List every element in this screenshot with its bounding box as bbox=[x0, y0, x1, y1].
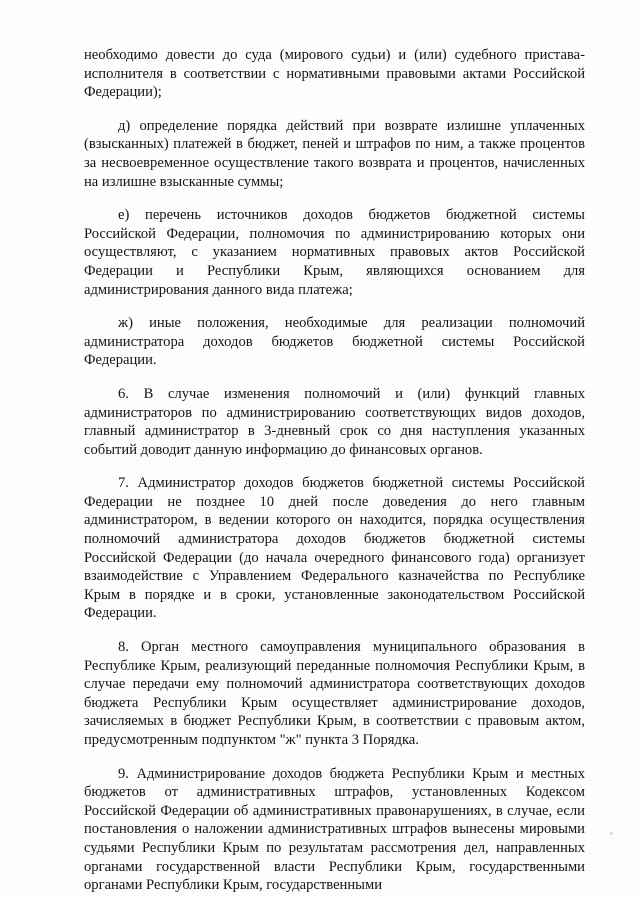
scan-speck bbox=[610, 832, 613, 835]
paragraph-subitem-zh: ж) иные положения, необходимые для реализации полномочий администратора доходов бюджетов бюджетной системы Российской Федерации. bbox=[84, 315, 585, 369]
paragraph-subitem-e: е) перечень источников доходов бюджетов бюджетной системы Российской Федерации, полномочия по администрированию которых они осуществляют, с указанием нормативных правовых актов Российской Федерации и Республики Крым, являющихся основанием для администрирования данного вида платежа; bbox=[84, 207, 585, 298]
paragraph-continuation: необходимо довести до суда (мирового судьи) и (или) судебного пристава-исполнителя в соответствии с нормативными правовыми актами Российской Федерации); bbox=[84, 47, 585, 101]
paragraph-item-7: 7. Администратор доходов бюджетов бюджетной системы Российской Федерации не позднее 10 дней после доведения до него главным администратором, в ведении которого он находится, порядка осуществления полномочий администратора доходов бюджетов бюджетной системы Российской Федерации (до начала очередного финансового года) организует взаимодействие с Управлением Федерального казначейства по Республике Крым в порядке и в сроки, установленные законодательством Российской Федерации. bbox=[84, 475, 585, 622]
paragraph-item-8: 8. Орган местного самоуправления муниципального образования в Республике Крым, реализующий переданные полномочия Республики Крым, в случае передачи ему полномочий администратора соответствующих доходов бюджета Республики Крым осуществляет администрирование доходов, зачисляемых в бюджет Республики Крым, в соответствии с правовым актом, предусмотренным подпунктом "ж" пункта 3 Порядка. bbox=[84, 639, 585, 748]
paragraph-subitem-d: д) определение порядка действий при возврате излишне уплаченных (взысканных) платежей в бюджет, пеней и штрафов по ним, а также процентов за несвоевременное осуществление такого возврата и процентов, начисленных на излишне взысканные суммы; bbox=[84, 117, 585, 190]
paragraph-item-6: 6. В случае изменения полномочий и (или) функций главных администраторов по администрированию соответствующих видов доходов, главный администратор в 3-дневный срок со дня наступления указанных событий доводит данную информацию до финансовых органов. bbox=[84, 385, 585, 458]
paragraph-item-9: 9. Администрирование доходов бюджета Республики Крым и местных бюджетов от административных штрафов, установленных Кодексом Российской Федерации об административных правонарушениях, в случае, если постановления о наложении административных штрафов вынесены мировыми судьями Республики Крым по результатам рассмотрения дел, направленных органами государственной власти Республики Крым, государственными органами Республики Крым, государственными bbox=[84, 765, 585, 894]
